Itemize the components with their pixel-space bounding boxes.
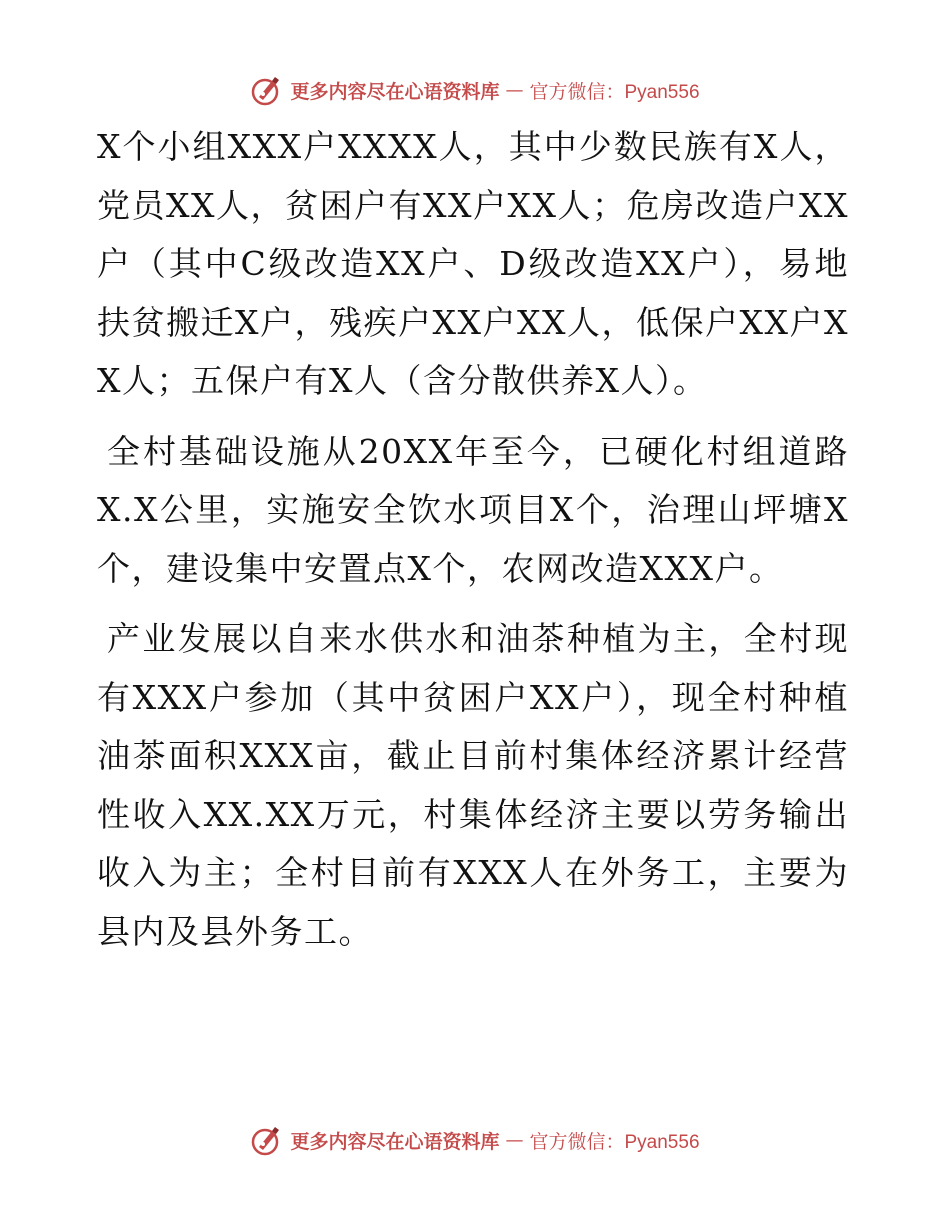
watermark-text: 更多内容尽在心语资料库	[290, 1130, 500, 1153]
paragraph-infrastructure: 全村基础设施从20XX年至今，已硬化村组道路X.X公里，实施安全饮水项目X个，治理山坪塘X个，建设集中安置点X个，农网改造XXX户。	[97, 431, 849, 588]
paragraph-industry: 产业发展以自来水供水和油茶种植为主，全村现有XXX户参加（其中贫困户XX户），现全村种植油茶面积XXX亩，截止目前村集体经济累计经营性收入XX.XX万元，村集体经济主要以劳务输出收入为主；全村目前有XXX人在外务工，主要为县内及县外务工。	[97, 619, 849, 951]
pen-in-circle-icon	[250, 1123, 284, 1157]
watermark-separator: —	[505, 1129, 524, 1151]
footer-watermark	[0, 1120, 950, 1160]
watermark-contact: 官方微信：Pyan556	[529, 1131, 700, 1153]
header-watermark	[0, 70, 950, 110]
watermark-contact: 官方微信：Pyan556	[529, 81, 700, 103]
document-body	[97, 118, 849, 961]
watermark-separator: —	[505, 79, 524, 101]
paragraph-village-population: X个小组XXX户XXXX人，其中少数民族有X人，党员XX人，贫困户有XX户XX人；危房改造户XX户（其中C级改造XX户、D级改造XX户），易地扶贫搬迁X户，残疾户XX户XX人，低保户XX户XX人；五保户有X人（含分散供养X人）。	[97, 127, 849, 400]
watermark-text: 更多内容尽在心语资料库	[290, 80, 500, 103]
pen-in-circle-icon	[250, 73, 284, 107]
